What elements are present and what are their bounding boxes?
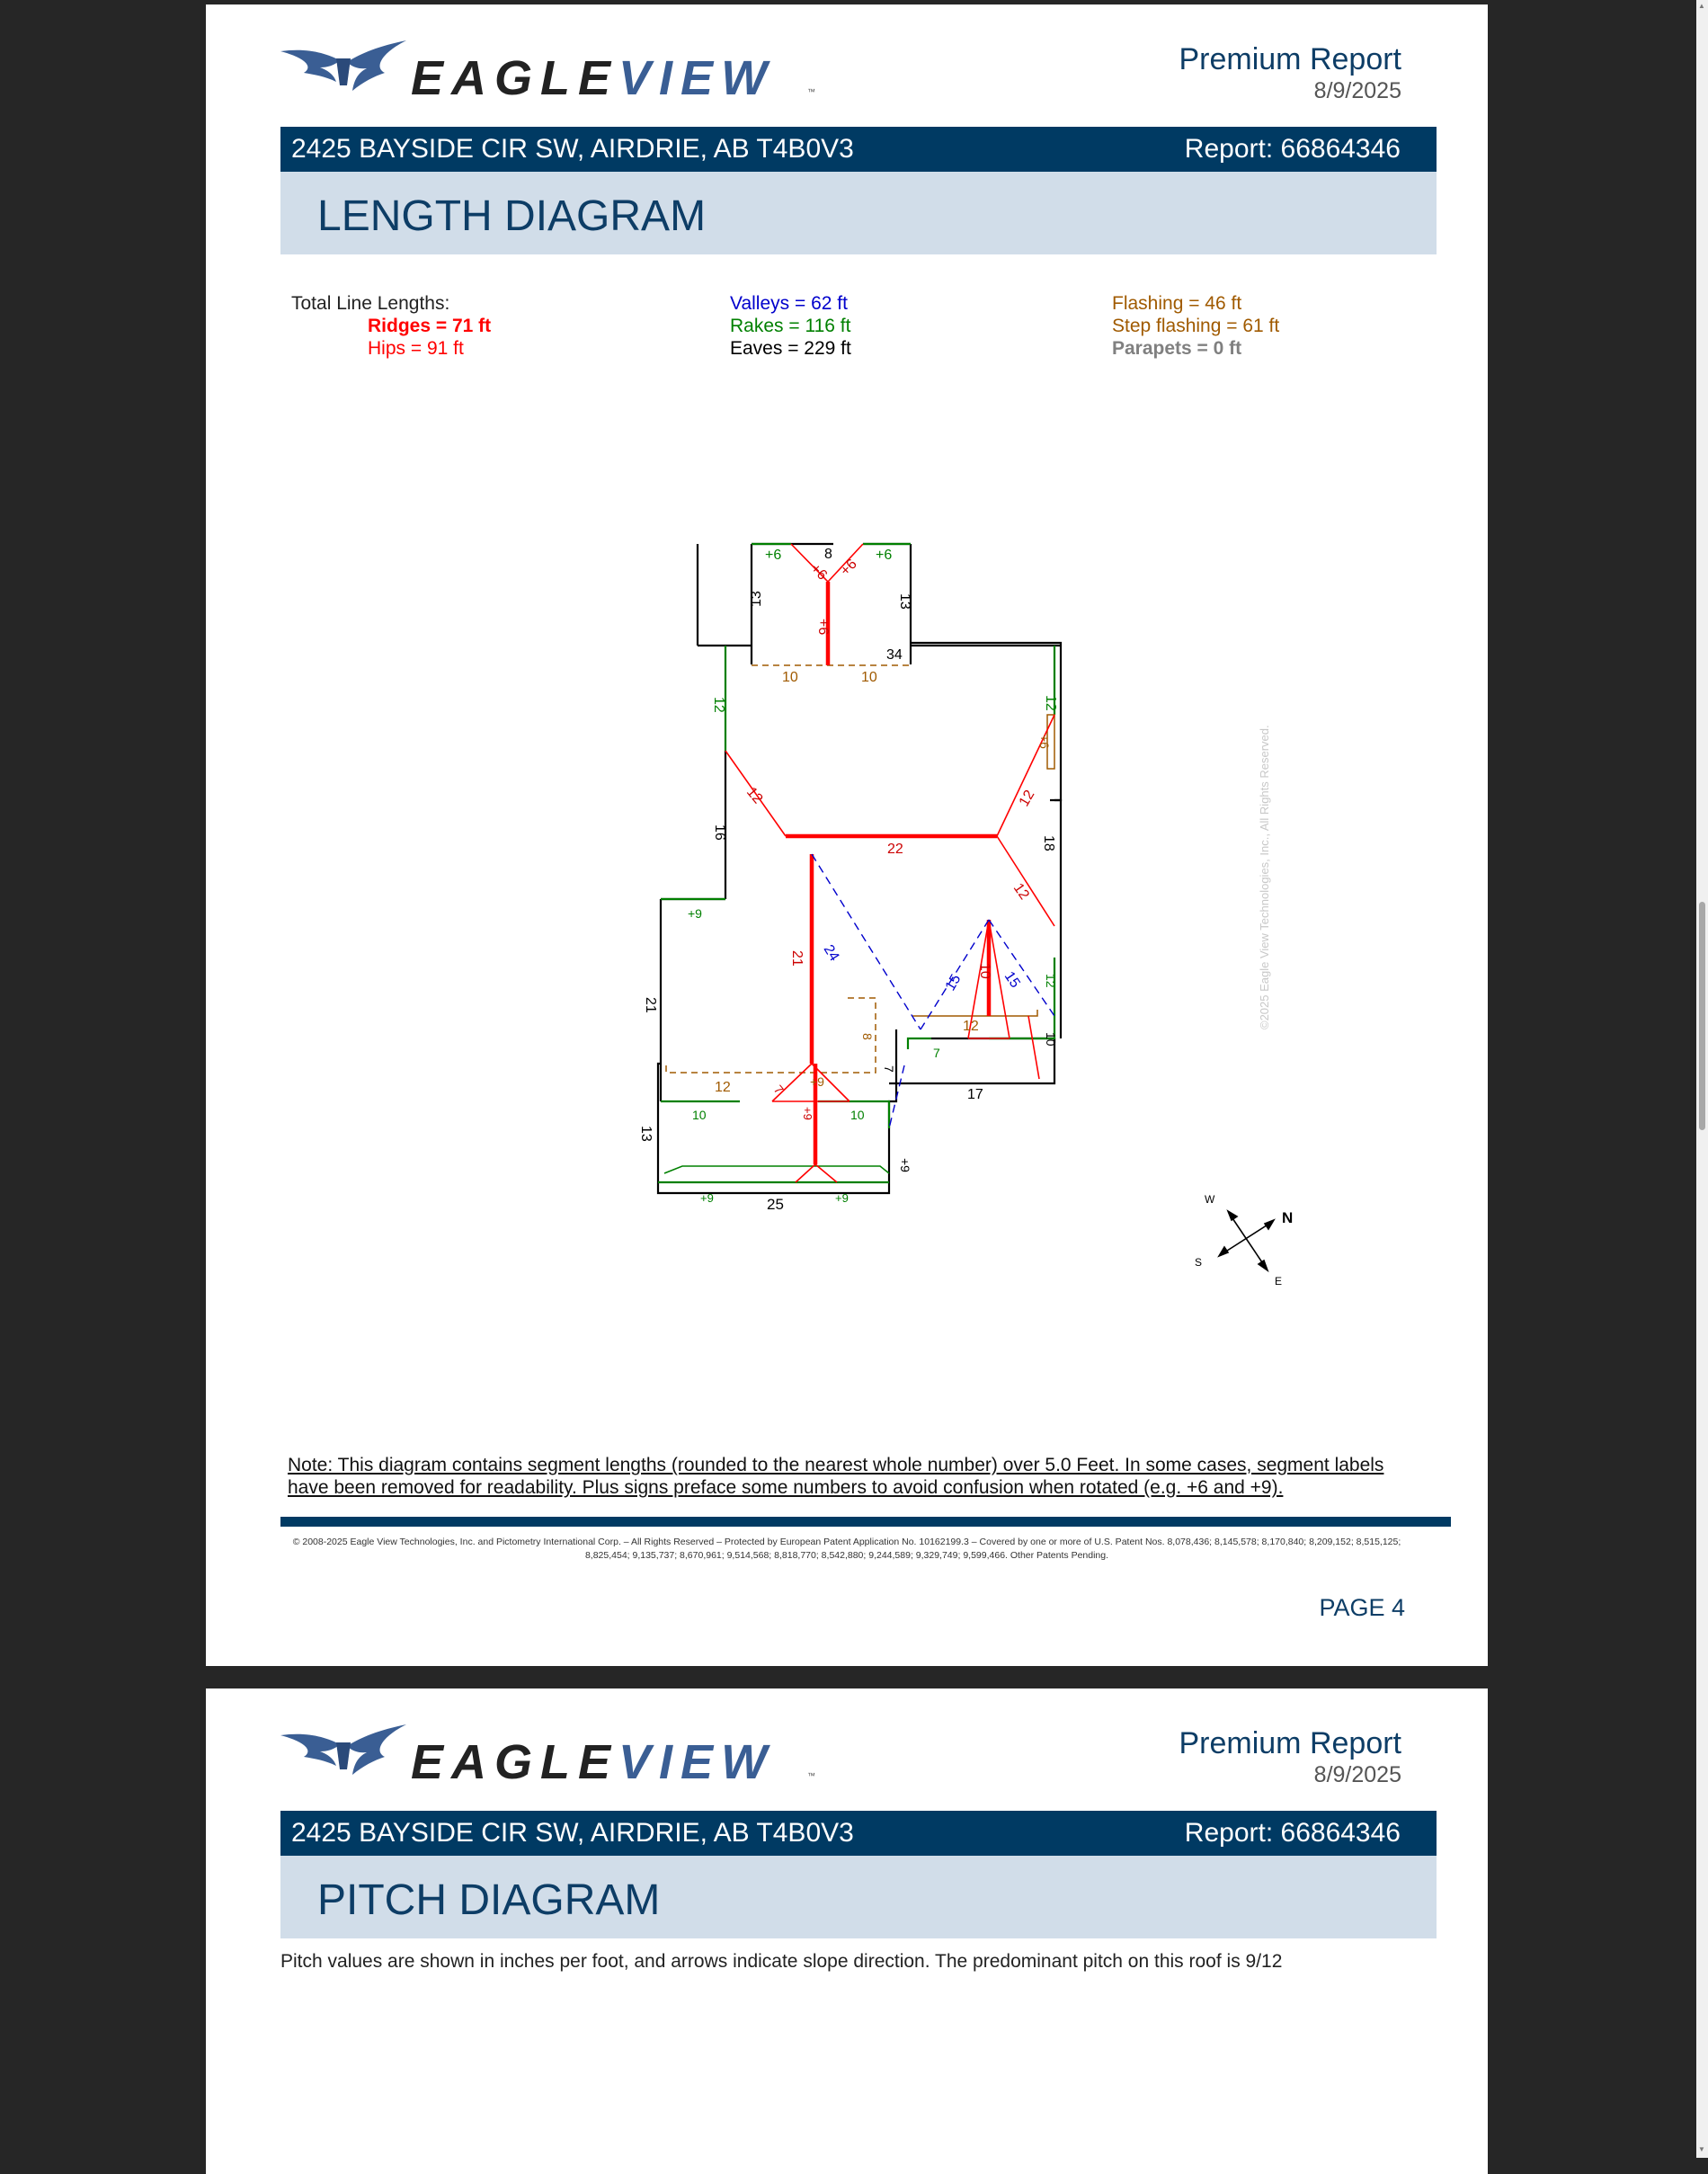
- len-label: +9: [835, 1191, 849, 1205]
- len-label: 12: [711, 697, 726, 713]
- len-label: +9: [700, 1191, 714, 1205]
- total-parapets: Parapets = 0 ft: [1112, 338, 1242, 359]
- scroll-down-arrow-icon[interactable]: ▼: [1698, 2145, 1705, 2153]
- compass-w: W: [1205, 1193, 1215, 1206]
- report-date: 8/9/2025: [1313, 1762, 1401, 1787]
- diagram-watermark: ©2025 Eagle View Technologies, Inc., All Rights Reserved.: [1258, 725, 1271, 1029]
- page-number: PAGE 4: [1319, 1594, 1405, 1621]
- len-label: 12: [1044, 974, 1058, 988]
- len-label: 21: [789, 950, 805, 967]
- section-title: PITCH DIAGRAM: [317, 1876, 661, 1924]
- len-label: 12: [1043, 695, 1058, 711]
- len-label: 15: [942, 972, 965, 993]
- compass-e: E: [1275, 1275, 1283, 1287]
- report-type: Premium Report: [1179, 42, 1401, 76]
- compass-s: S: [1195, 1256, 1203, 1269]
- report-number: Report: 66864346: [1184, 1818, 1401, 1848]
- len-label: +6: [837, 556, 860, 579]
- pitch-description: Pitch values are shown in inches per foot, and arrows indicate slope direction. The predominant pitch on this roof is 9/12: [280, 1951, 1283, 1972]
- trademark-mark: ™: [807, 1771, 815, 1780]
- len-label: 10: [782, 670, 798, 685]
- len-label: +9: [688, 906, 702, 921]
- scrollbar-thumb[interactable]: [1699, 902, 1705, 1130]
- len-label: +9: [898, 1158, 912, 1172]
- len-label: 10: [861, 670, 877, 685]
- total-ridges: Ridges = 71 ft: [368, 316, 492, 336]
- len-label: 7: [770, 1082, 787, 1097]
- len-label: 22: [887, 842, 903, 857]
- len-label: 7: [882, 1065, 896, 1073]
- len-label: +6: [765, 548, 782, 563]
- len-label: 24: [820, 942, 842, 965]
- totals-heading: Total Line Lengths:: [291, 293, 450, 314]
- vertical-scrollbar[interactable]: [1696, 0, 1708, 2158]
- len-label: 13: [638, 1126, 654, 1142]
- len-label: 25: [767, 1196, 784, 1213]
- len-label: 10: [977, 963, 992, 979]
- report-date: 8/9/2025: [1313, 78, 1401, 103]
- len-label: 18: [1041, 835, 1056, 851]
- len-label: 12: [963, 1019, 979, 1034]
- len-label: 10: [692, 1108, 707, 1122]
- total-rakes: Rakes = 116 ft: [730, 316, 851, 336]
- total-valleys: Valleys = 62 ft: [730, 293, 848, 314]
- eagle-wings-icon: [280, 1724, 406, 1780]
- section-title: LENGTH DIAGRAM: [317, 192, 707, 240]
- total-eaves: Eaves = 229 ft: [730, 338, 851, 359]
- compass-n: N: [1282, 1209, 1294, 1226]
- len-label: 12: [743, 784, 766, 807]
- copyright-notice: © 2008-2025 Eagle View Technologies, Inc. and Pictometry International Corp. – All Rights Reserved – Protected by European Patent Application No. 10162199.3 – Covered by one or more of U.S. Patent Nos. 8,078,436; 8,145,578; 8,170,840; 8,209,152; 8,515,125; 8,825,454; 9,135,737; 8,670,961; 9,514,568; 8,818,770; 8,542,880; 9,244,589; 9,329,749; 9,599,466. Other Patents Pending.: [292, 1537, 1401, 1561]
- total-flashing: Flashing = 46 ft: [1112, 293, 1242, 314]
- property-address: 2425 BAYSIDE CIR SW, AIRDRIE, AB T4B0V3: [291, 134, 854, 164]
- report-page-5: [206, 1688, 1488, 2174]
- logo-word-eagle: EAGLE: [411, 1735, 619, 1789]
- logo-word-view: VIEW: [618, 51, 776, 105]
- total-step-flashing: Step flashing = 61 ft: [1112, 316, 1280, 336]
- logo-word-view: VIEW: [618, 1735, 776, 1789]
- len-label: +6: [815, 619, 831, 636]
- report-number: Report: 66864346: [1184, 134, 1401, 164]
- section-title-band: [280, 1856, 1437, 1938]
- report-type: Premium Report: [1179, 1726, 1401, 1760]
- len-label: 21: [643, 997, 658, 1013]
- len-label: 12: [1010, 880, 1032, 903]
- roof-length-diagram: [206, 4, 1488, 1353]
- scroll-up-arrow-icon[interactable]: ▲: [1698, 2, 1705, 10]
- diagram-note: Note: This diagram contains segment lengths (rounded to the nearest whole number) over 5.0 Feet. In some cases, segment labels have been removed for readability. Plus signs preface some numbers to avoid confusion when rotated (e.g. +6 and +9).: [288, 1455, 1384, 1498]
- len-label: 12: [1016, 788, 1038, 809]
- len-label: 16: [712, 824, 727, 841]
- report-page-4: [206, 4, 1488, 1666]
- total-hips: Hips = 91 ft: [368, 338, 464, 359]
- len-label: +9: [801, 1107, 814, 1120]
- len-label: 8: [824, 547, 832, 562]
- len-label: 13: [749, 591, 764, 607]
- len-label: 13: [897, 593, 912, 610]
- compass-icon: [1219, 1211, 1274, 1270]
- address-bar: [280, 1811, 1437, 1856]
- len-label: 15: [1001, 968, 1023, 991]
- len-label: 10: [850, 1108, 865, 1122]
- trademark-mark: ™: [807, 87, 815, 96]
- len-label: 12: [715, 1080, 731, 1095]
- len-label: 10: [1044, 1032, 1058, 1047]
- eagleview-logo: [280, 1724, 815, 1789]
- len-label: +6: [876, 548, 893, 563]
- len-label: 8: [860, 1033, 875, 1040]
- logo-word-eagle: EAGLE: [411, 51, 619, 105]
- len-label: +6: [1037, 735, 1052, 749]
- len-label: 34: [886, 647, 903, 663]
- len-label: +9: [810, 1074, 824, 1089]
- footer-rule: [280, 1517, 1451, 1527]
- property-address: 2425 BAYSIDE CIR SW, AIRDRIE, AB T4B0V3: [291, 1818, 854, 1848]
- len-label: 7: [933, 1046, 940, 1060]
- len-label: 17: [967, 1087, 983, 1102]
- len-label: +6: [807, 560, 831, 584]
